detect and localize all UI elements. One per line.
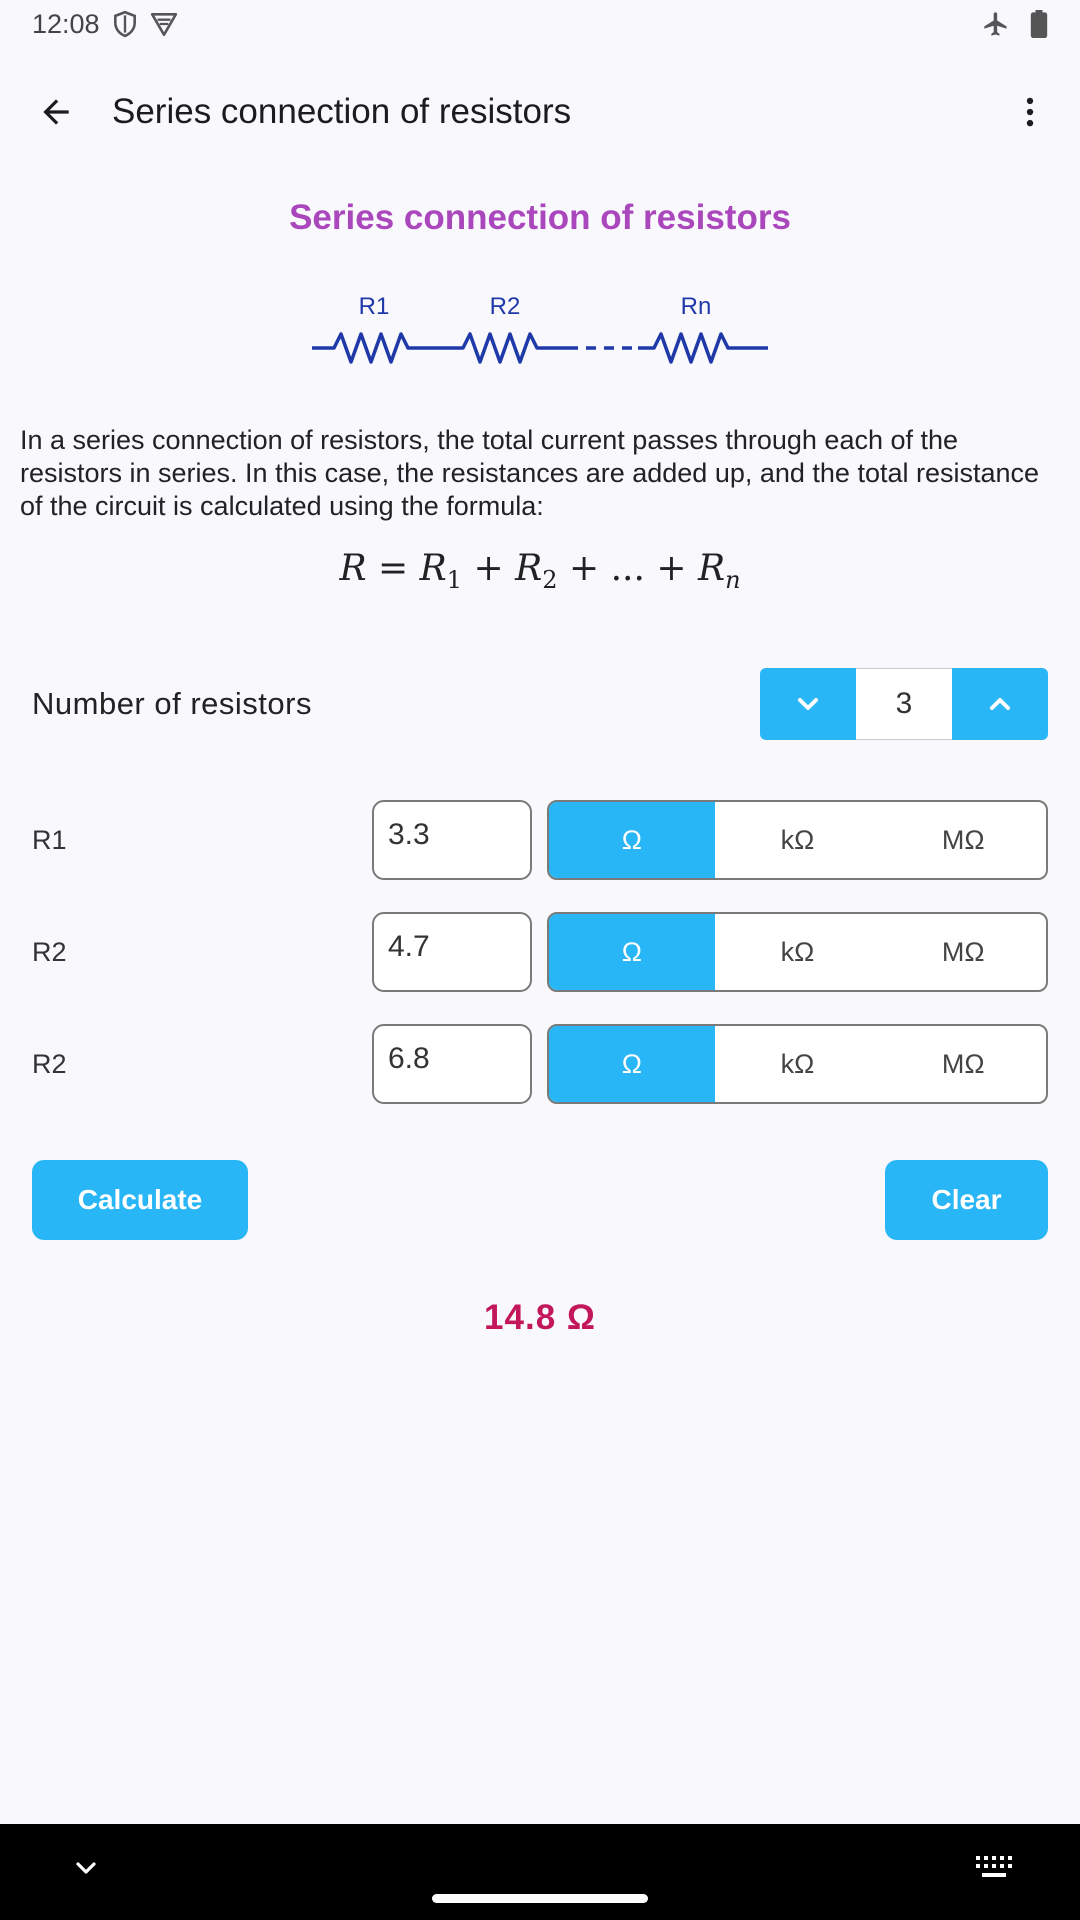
unit-ohm-button[interactable]: Ω: [549, 802, 715, 878]
unit-selector: [547, 1024, 1048, 1104]
keyboard-icon[interactable]: [976, 1854, 1012, 1880]
formula-plus-1: +: [473, 548, 504, 589]
more-vertical-icon: [1011, 93, 1049, 131]
formula-term-2: R: [515, 548, 543, 589]
unit-kohm-button[interactable]: kΩ: [780, 1048, 815, 1079]
unit-kohm-button[interactable]: kΩ: [780, 824, 815, 855]
airplane-icon: [982, 10, 1010, 38]
status-time: 12:08: [32, 8, 100, 39]
arrow-back-icon: [37, 93, 75, 131]
resistor-count-row: [32, 668, 1048, 740]
vpn-icon: [150, 11, 178, 37]
chevron-down-icon[interactable]: [70, 1852, 102, 1884]
back-button[interactable]: [0, 62, 112, 162]
resistor-label: R2: [32, 1048, 67, 1079]
circuit-resistor-n: [638, 334, 768, 362]
resistor-label: R1: [32, 824, 67, 855]
formula: [0, 548, 1080, 594]
resistor-label: R2: [32, 936, 67, 967]
calculate-button[interactable]: Calculate: [32, 1160, 248, 1240]
unit-mohm-button[interactable]: MΩ: [941, 824, 985, 855]
more-options-button[interactable]: [980, 62, 1080, 162]
unit-mohm-button[interactable]: MΩ: [941, 1048, 985, 1079]
unit-ohm-button[interactable]: Ω: [549, 914, 715, 990]
battery-icon: [1030, 10, 1048, 38]
formula-lhs: R: [339, 548, 367, 589]
decrement-button[interactable]: [760, 668, 856, 740]
home-gesture-handle[interactable]: [432, 1894, 648, 1903]
app-bar: [0, 62, 1080, 162]
circuit-resistor-2: [438, 334, 578, 362]
series-circuit-diagram: [300, 290, 780, 370]
app-bar-title: Series connection of resistors: [112, 92, 572, 131]
status-bar: [0, 0, 1080, 48]
circuit-label-rn: Rn: [680, 293, 712, 320]
page-heading: Series connection of resistors: [289, 198, 791, 237]
formula-plus-3: +: [656, 548, 687, 589]
unit-kohm-button[interactable]: kΩ: [780, 936, 815, 967]
formula-sub-n: [725, 566, 740, 594]
resistor-count-stepper: [760, 668, 1048, 740]
shield-icon: [112, 10, 138, 38]
resistor-value-input[interactable]: 3.3: [372, 800, 532, 880]
unit-selector: [547, 912, 1048, 992]
clear-button[interactable]: Clear: [885, 1160, 1048, 1240]
resistor-row-3: [32, 1024, 1048, 1104]
resistor-value-input[interactable]: 4.7: [372, 912, 532, 992]
chevron-up-icon: [984, 688, 1016, 720]
chevron-down-icon: [792, 688, 824, 720]
unit-selector: [547, 800, 1048, 880]
formula-sub-1: 1: [446, 566, 463, 595]
circuit-label-r2: R2: [489, 293, 521, 320]
resistor-count-label: Number of resistors: [32, 686, 312, 721]
unit-mohm-button[interactable]: MΩ: [941, 936, 985, 967]
formula-equals: =: [378, 548, 409, 589]
formula-plus-2: +: [568, 548, 600, 589]
result-value: 14.8 Ω: [484, 1298, 596, 1337]
increment-button[interactable]: [952, 668, 1048, 740]
formula-ellipsis: ...: [610, 548, 645, 589]
system-nav-bar: [0, 1824, 1080, 1920]
description-text: In a series connection of resistors, the total current passes through each of the resistors in series. In this case, the resistances are added up, and the total resistance of the circuit is calculated using the formula:: [20, 425, 1040, 521]
resistor-row-2: [32, 912, 1048, 992]
resistor-count-value: 3: [856, 668, 952, 740]
circuit-label-r1: R1: [358, 293, 390, 320]
formula-sub-n-text: n: [725, 566, 741, 595]
circuit-resistor-1: [312, 334, 438, 362]
resistor-value-input[interactable]: 6.8: [372, 1024, 532, 1104]
formula-term-n: R: [697, 548, 726, 589]
formula-term-1: R: [419, 548, 447, 589]
unit-ohm-button[interactable]: Ω: [549, 1026, 715, 1102]
resistor-row-1: [32, 800, 1048, 880]
formula-sub-2: 2: [542, 566, 558, 595]
